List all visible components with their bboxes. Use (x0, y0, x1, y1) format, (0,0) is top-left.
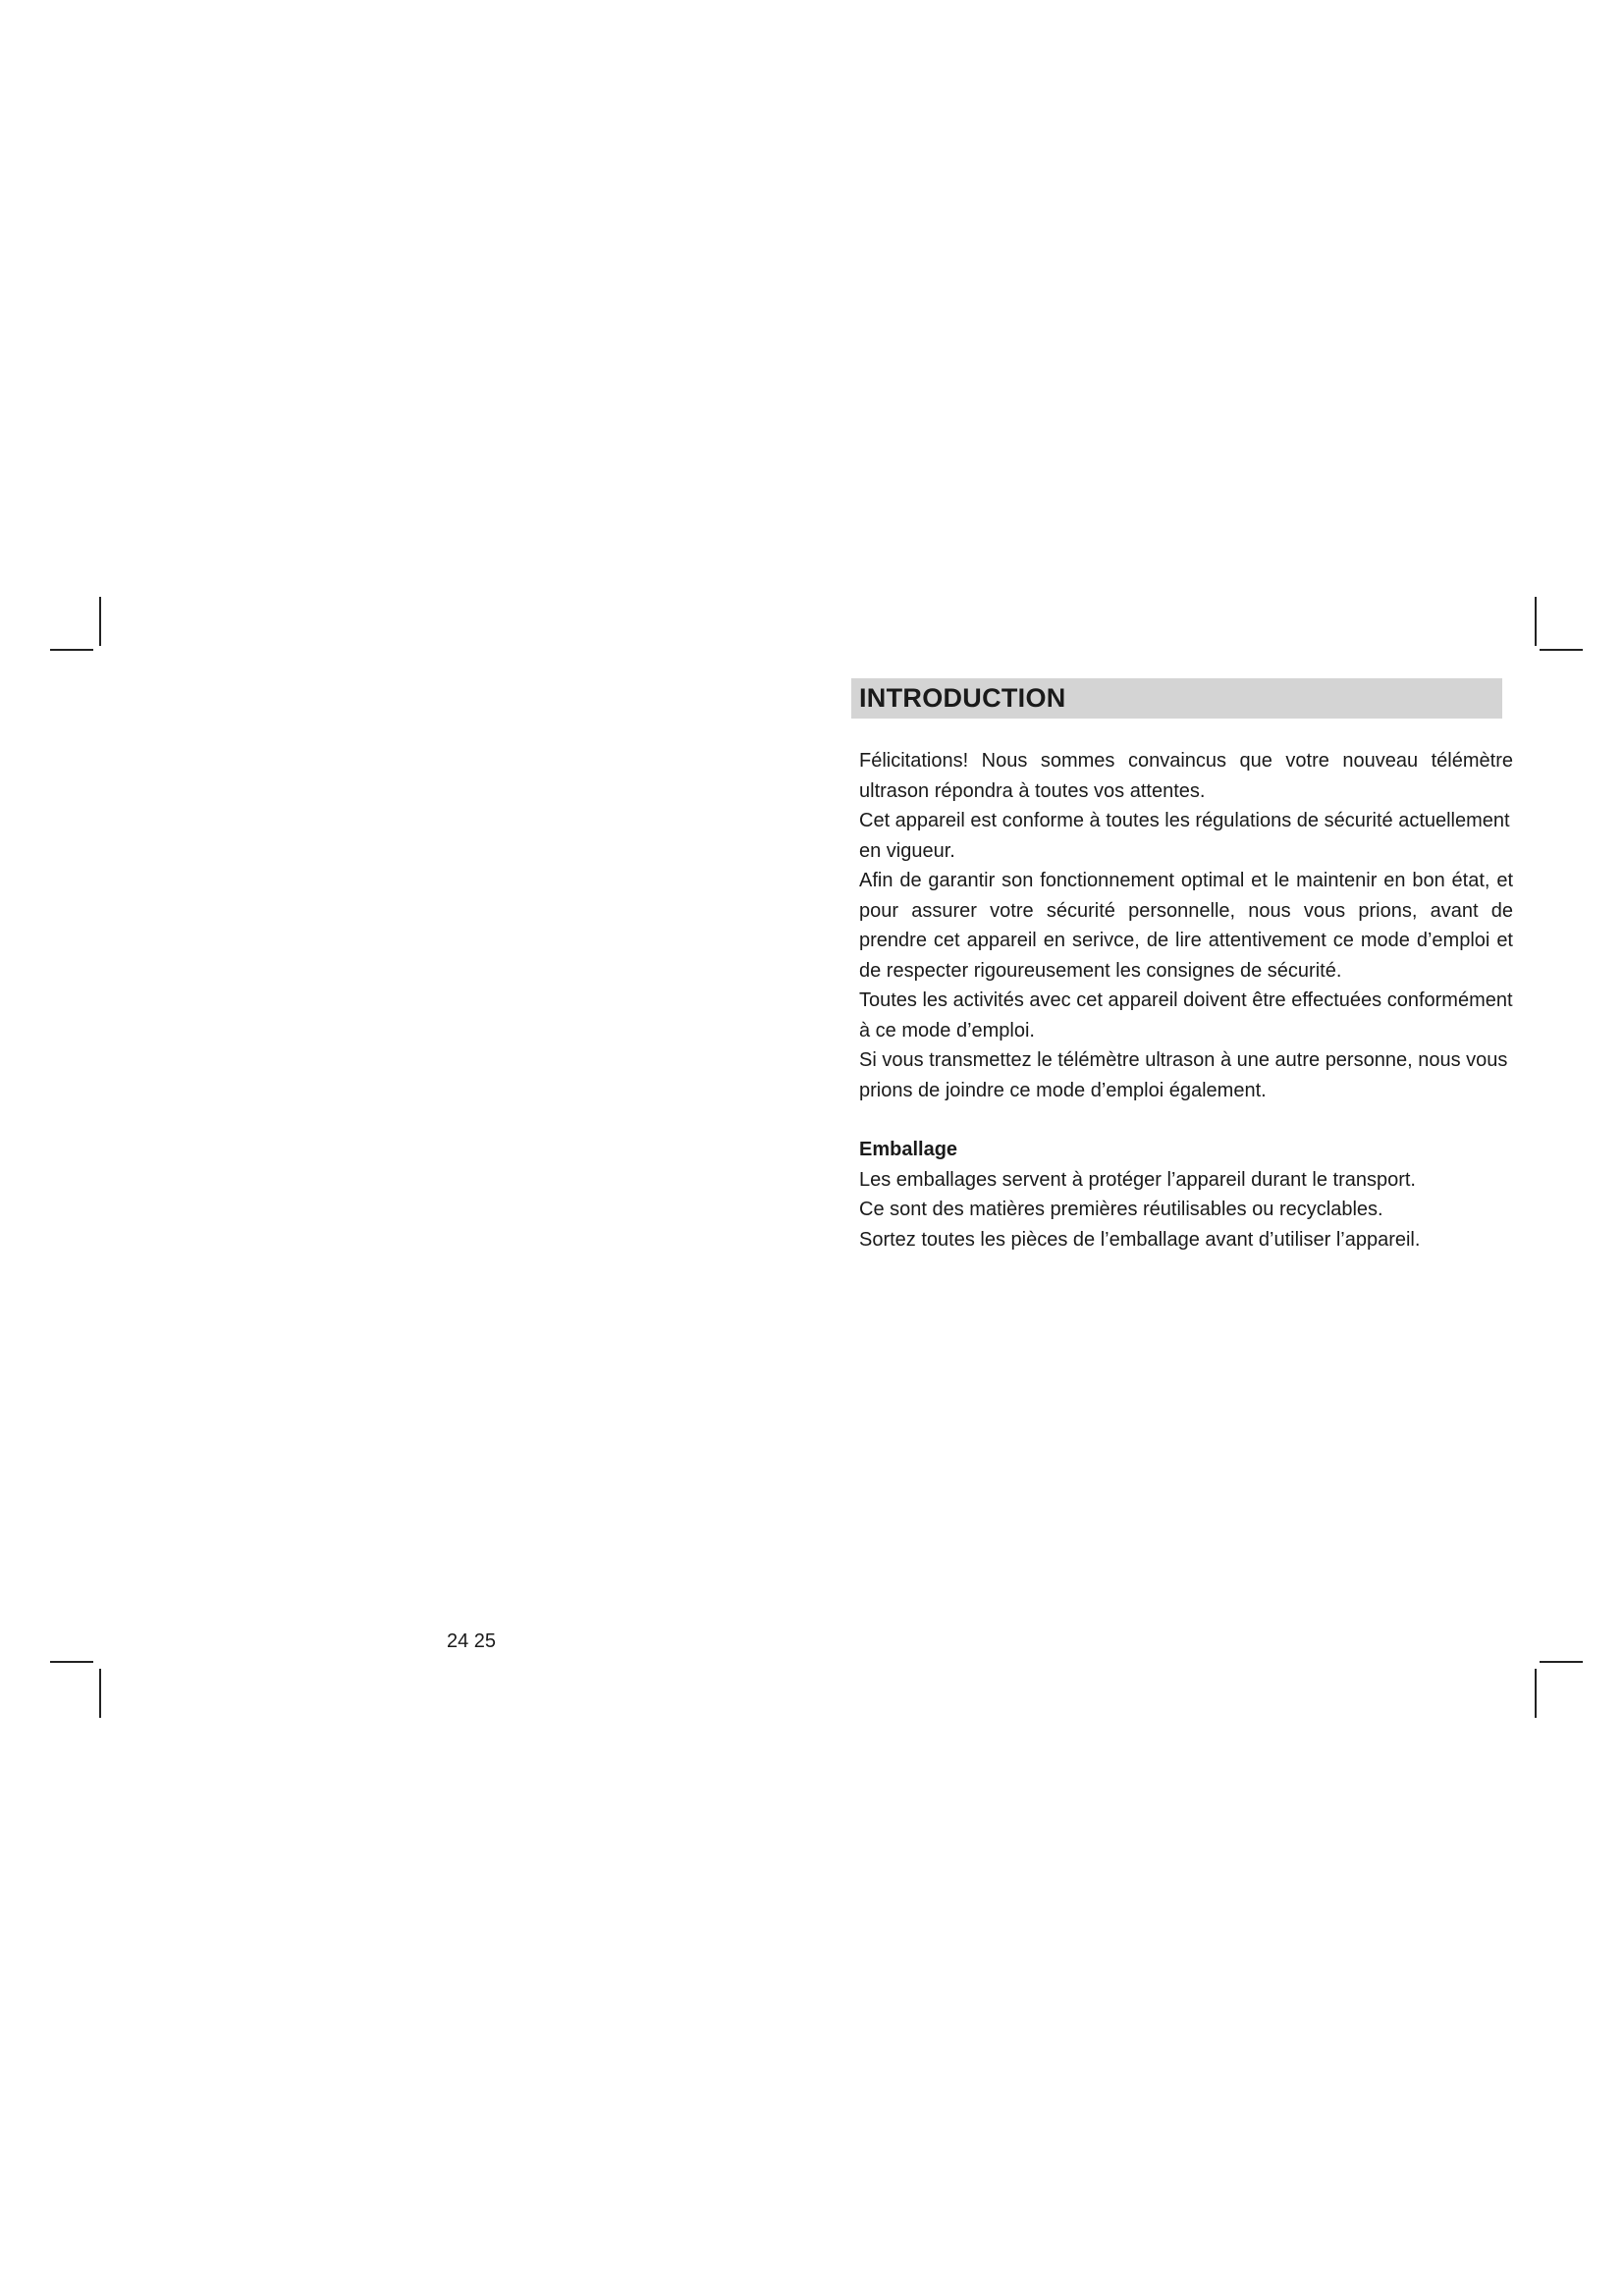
page-content (859, 746, 1513, 1255)
packaging-line: Ce sont des matières premières réutilisables ou recyclables. (859, 1199, 1383, 1220)
crop-mark-top-right-vertical (1535, 597, 1537, 646)
crop-mark-bottom-left-vertical (99, 1669, 101, 1718)
packaging-line: Sortez toutes les pièces de l’emballage avant d’utiliser l’appareil. (859, 1228, 1421, 1251)
packaging-heading: Emballage (859, 1139, 958, 1160)
intro-paragraph: Toutes les activités avec cet appareil doivent être effectuées conformément à ce mode d’emploi. (859, 989, 1513, 1041)
intro-paragraph: Afin de garantir son fonctionnement optimal et le maintenir en bon état, et pour assurer votre sécurité personnelle, nous vous prions, avant de prendre cet appareil en serivce, de lire attentivement ce mode d’emploi et de respecter rigoureusement les consignes de sécurité. (859, 870, 1513, 982)
crop-mark-bottom-right-vertical (1535, 1669, 1537, 1718)
crop-mark-bottom-right-horizontal (1540, 1661, 1583, 1663)
page-numbers: 24 25 (447, 1630, 497, 1652)
crop-mark-top-right-horizontal (1540, 649, 1583, 651)
crop-mark-bottom-left-horizontal (50, 1661, 93, 1663)
intro-paragraph: Cet appareil est conforme à toutes les régulations de sécurité actuellement en vigueur. (859, 810, 1510, 862)
crop-mark-top-left-vertical (99, 597, 101, 646)
packaging-line: Les emballages servent à protéger l’appareil durant le transport. (859, 1168, 1416, 1191)
intro-paragraph: Félicitations! Nous sommes convaincus que votre nouveau télémètre ultrason répondra à toutes vos attentes. (859, 750, 1513, 802)
section-header-bar (851, 678, 1502, 719)
section-title: INTRODUCTION (859, 683, 1066, 713)
crop-mark-top-left-horizontal (50, 649, 93, 651)
intro-paragraph: Si vous transmettez le télémètre ultrason à une autre personne, nous vous prions de joindre ce mode d’emploi également. (859, 1049, 1508, 1101)
